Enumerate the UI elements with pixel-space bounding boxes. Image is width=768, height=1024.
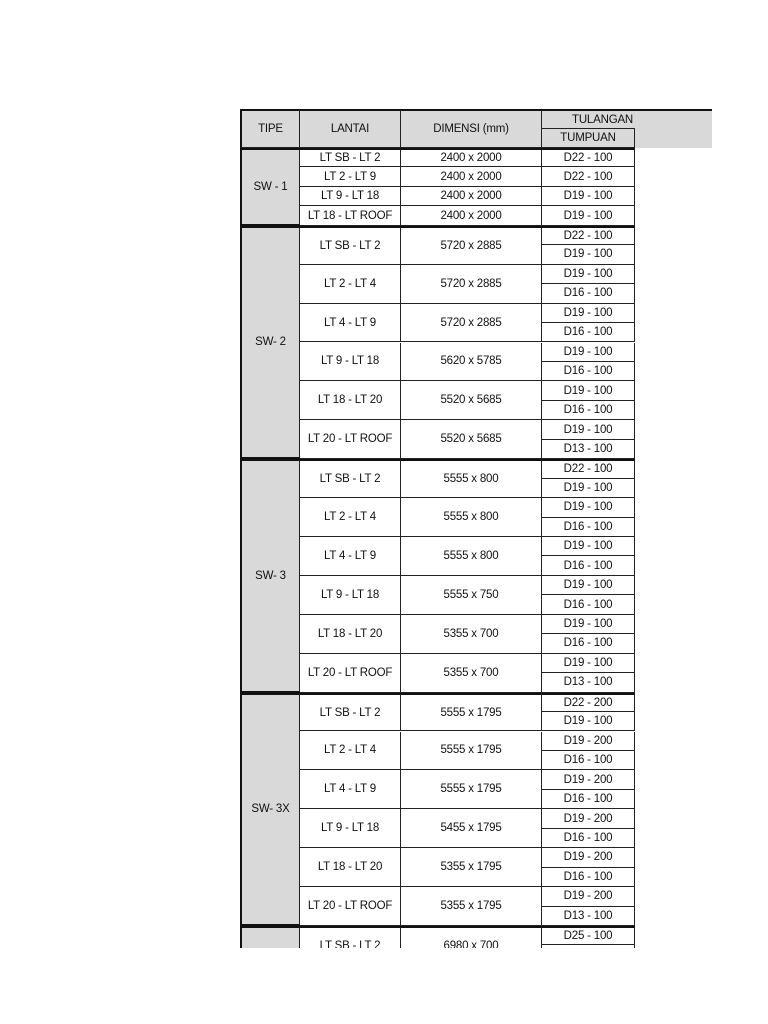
dimensi-cell: 2400 x 2000 bbox=[401, 206, 542, 225]
lantai-cell: LT SB - LT 2 bbox=[300, 459, 401, 498]
tumpuan-cell: D16 - 100 bbox=[542, 284, 635, 303]
tumpuan-cell: D19 - 100 bbox=[542, 420, 635, 439]
lantai-cell: LT 20 - LT ROOF bbox=[300, 420, 401, 459]
tumpuan-cell bbox=[542, 945, 635, 948]
header-tipe: TIPE bbox=[240, 109, 300, 148]
lantai-cell: LT 9 - LT 18 bbox=[300, 576, 401, 615]
dimensi-cell: 5555 x 1795 bbox=[401, 693, 542, 732]
lantai-cell: LT 2 - LT 4 bbox=[300, 265, 401, 304]
lantai-cell: LT 4 - LT 9 bbox=[300, 304, 401, 343]
tumpuan-cell: D19 - 100 bbox=[542, 187, 635, 206]
tumpuan-cell: D22 - 100 bbox=[542, 148, 635, 167]
shear-wall-table bbox=[240, 109, 740, 948]
tumpuan-cell: D19 - 100 bbox=[542, 537, 635, 556]
tumpuan-cell: D22 - 200 bbox=[542, 693, 635, 712]
tumpuan-cell: D16 - 100 bbox=[542, 790, 635, 809]
dimensi-cell: 5555 x 1795 bbox=[401, 770, 542, 809]
tumpuan-cell: D19 - 200 bbox=[542, 770, 635, 789]
dimensi-cell: 5555 x 800 bbox=[401, 537, 542, 576]
tumpuan-cell: D25 - 100 bbox=[542, 926, 635, 945]
tumpuan-cell: D22 - 100 bbox=[542, 167, 635, 186]
dimensi-cell: 5720 x 2885 bbox=[401, 304, 542, 343]
dimensi-cell: 2400 x 2000 bbox=[401, 167, 542, 186]
tumpuan-cell: D19 - 100 bbox=[542, 343, 635, 362]
dimensi-cell: 5520 x 5685 bbox=[401, 420, 542, 459]
tumpuan-cell: D16 - 100 bbox=[542, 362, 635, 381]
dimensi-cell: 2400 x 2000 bbox=[401, 148, 542, 167]
lantai-cell: LT SB - LT 2 bbox=[300, 926, 401, 948]
dimensi-cell: 5555 x 1795 bbox=[401, 732, 542, 771]
tipe-cell: SW- 3X bbox=[240, 693, 300, 926]
dimensi-cell: 2400 x 2000 bbox=[401, 187, 542, 206]
tipe-cell: SW - 1 bbox=[240, 148, 300, 226]
lantai-cell: LT 4 - LT 9 bbox=[300, 537, 401, 576]
tumpuan-cell: D16 - 100 bbox=[542, 518, 635, 537]
dimensi-cell: 5455 x 1795 bbox=[401, 809, 542, 848]
tumpuan-cell: D16 - 100 bbox=[542, 556, 635, 575]
tumpuan-cell: D19 - 200 bbox=[542, 732, 635, 751]
dimensi-cell: 5355 x 700 bbox=[401, 654, 542, 693]
tipe-cell bbox=[240, 926, 300, 948]
tumpuan-cell: D19 - 100 bbox=[542, 498, 635, 517]
tumpuan-cell: D19 - 200 bbox=[542, 887, 635, 906]
header-lantai: LANTAI bbox=[300, 109, 401, 148]
tumpuan-cell: D19 - 100 bbox=[542, 245, 635, 264]
tumpuan-cell: D19 - 100 bbox=[542, 206, 635, 225]
tumpuan-cell: D19 - 100 bbox=[542, 479, 635, 498]
lantai-cell: LT 18 - LT 20 bbox=[300, 615, 401, 654]
dimensi-cell: 5620 x 5785 bbox=[401, 343, 542, 382]
lantai-cell: LT 18 - LT ROOF bbox=[300, 206, 401, 225]
dimensi-cell: 5520 x 5685 bbox=[401, 381, 542, 420]
header-shade bbox=[635, 128, 712, 148]
dimensi-cell: 5355 x 1795 bbox=[401, 887, 542, 926]
tumpuan-cell: D16 - 100 bbox=[542, 829, 635, 848]
lantai-cell: LT SB - LT 2 bbox=[300, 226, 401, 265]
tumpuan-cell: D19 - 200 bbox=[542, 809, 635, 828]
lantai-cell: LT SB - LT 2 bbox=[300, 693, 401, 732]
lantai-cell: LT 9 - LT 18 bbox=[300, 187, 401, 206]
tipe-cell: SW- 2 bbox=[240, 226, 300, 459]
header-dimensi: DIMENSI (mm) bbox=[401, 109, 542, 148]
tumpuan-cell: D16 - 100 bbox=[542, 401, 635, 420]
dimensi-cell: 5555 x 800 bbox=[401, 459, 542, 498]
dimensi-cell: 5720 x 2885 bbox=[401, 226, 542, 265]
lantai-cell: LT 9 - LT 18 bbox=[300, 343, 401, 382]
tumpuan-cell: D19 - 100 bbox=[542, 576, 635, 595]
tumpuan-cell: D19 - 100 bbox=[542, 654, 635, 673]
tumpuan-cell: D13 - 100 bbox=[542, 673, 635, 692]
dimensi-cell: 5555 x 800 bbox=[401, 498, 542, 537]
dimensi-cell: 5355 x 1795 bbox=[401, 848, 542, 887]
dimensi-cell: 6980 x 700 bbox=[401, 926, 542, 948]
lantai-cell: LT 2 - LT 4 bbox=[300, 732, 401, 771]
tumpuan-cell: D19 - 100 bbox=[542, 381, 635, 400]
dimensi-cell: 5355 x 700 bbox=[401, 615, 542, 654]
tumpuan-cell: D16 - 100 bbox=[542, 634, 635, 653]
tumpuan-cell: D19 - 100 bbox=[542, 615, 635, 634]
tumpuan-cell: D22 - 100 bbox=[542, 226, 635, 245]
tumpuan-cell: D16 - 100 bbox=[542, 751, 635, 770]
lantai-cell: LT 20 - LT ROOF bbox=[300, 654, 401, 693]
header-tumpuan: TUMPUAN bbox=[542, 128, 635, 148]
tumpuan-cell: D13 - 100 bbox=[542, 440, 635, 459]
tumpuan-cell: D19 - 100 bbox=[542, 265, 635, 284]
tumpuan-cell: D16 - 100 bbox=[542, 323, 635, 342]
lantai-cell: LT 2 - LT 9 bbox=[300, 167, 401, 186]
tumpuan-cell: D13 - 100 bbox=[542, 907, 635, 926]
lantai-cell: LT 20 - LT ROOF bbox=[300, 887, 401, 926]
tipe-cell: SW- 3 bbox=[240, 459, 300, 692]
tumpuan-cell: D22 - 100 bbox=[542, 459, 635, 478]
header-tulangan: TULANGAN bbox=[542, 109, 712, 129]
lantai-cell: LT 4 - LT 9 bbox=[300, 770, 401, 809]
tumpuan-cell: D16 - 100 bbox=[542, 595, 635, 614]
dimensi-cell: 5555 x 750 bbox=[401, 576, 542, 615]
lantai-cell: LT 18 - LT 20 bbox=[300, 381, 401, 420]
lantai-cell: LT 2 - LT 4 bbox=[300, 498, 401, 537]
tumpuan-cell: D16 - 100 bbox=[542, 868, 635, 887]
tumpuan-cell: D19 - 100 bbox=[542, 304, 635, 323]
lantai-cell: LT 18 - LT 20 bbox=[300, 848, 401, 887]
dimensi-cell: 5720 x 2885 bbox=[401, 265, 542, 304]
tumpuan-cell: D19 - 100 bbox=[542, 712, 635, 731]
tumpuan-cell: D19 - 200 bbox=[542, 848, 635, 867]
lantai-cell: LT 9 - LT 18 bbox=[300, 809, 401, 848]
lantai-cell: LT SB - LT 2 bbox=[300, 148, 401, 167]
